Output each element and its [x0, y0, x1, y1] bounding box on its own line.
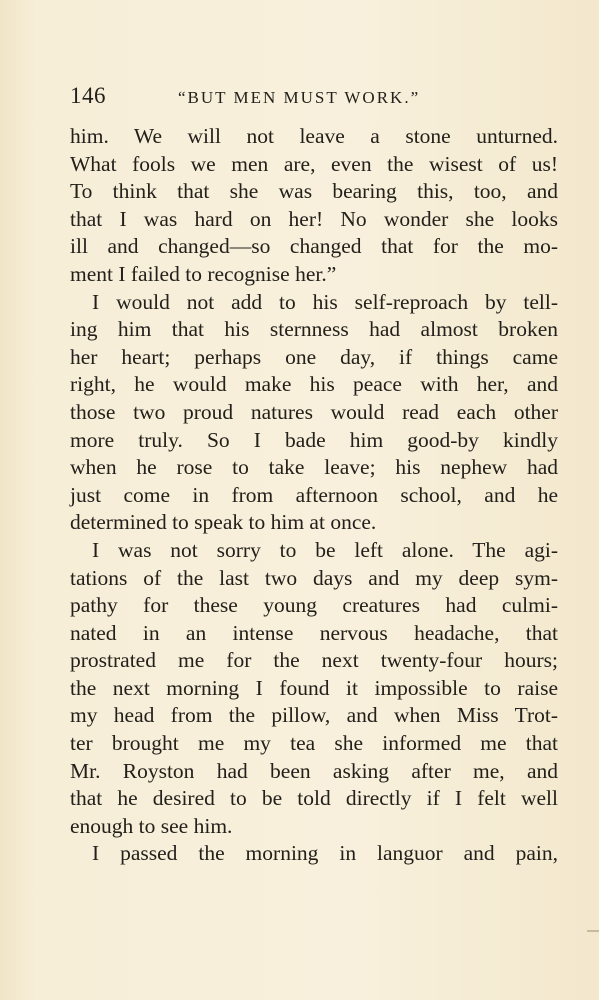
text-line: I passed the morning in languor and pain,	[92, 841, 558, 866]
text-line: Mr. Royston had been asking after me, and	[70, 758, 558, 783]
text-line: that he desired to be told directly if I felt well	[70, 786, 558, 811]
text-line: prostrated me for the next twenty-four hours;	[70, 648, 558, 673]
page-edge-mark	[587, 930, 599, 932]
text-line: I was not sorry to be left alone. The agi-	[92, 537, 558, 562]
text-line: pathy for these young creatures had culmi-	[70, 593, 558, 618]
text-line: ing him that his sternness had almost broken	[70, 317, 558, 342]
text-line: her heart; perhaps one day, if things came	[70, 344, 558, 369]
page-number: 146	[70, 83, 106, 108]
text-line: the next morning I found it impossible to raise	[70, 675, 558, 700]
text-line: more truly. So I bade him good-by kindly	[70, 427, 558, 452]
text-line: him. We will not leave a stone unturned.	[70, 124, 558, 148]
text-line: What fools we men are, even the wisest of us!	[70, 151, 558, 176]
text-line: those two proud natures would read each other	[70, 399, 558, 424]
text-line: just come in from afternoon school, and he	[70, 482, 558, 507]
text-line: ill and changed—so changed that for the mo-	[70, 234, 558, 259]
text-line: I would not add to his self-reproach by tell-	[92, 289, 558, 314]
text-line: tations of the last two days and my deep sym-	[70, 565, 558, 590]
page-header	[70, 83, 560, 111]
text-line: my head from the pillow, and when Miss Trot-	[70, 703, 558, 728]
text-line: ment I failed to recognise her.”	[70, 261, 337, 286]
body-text	[70, 123, 558, 868]
text-line: nated in an intense nervous headache, that	[70, 620, 558, 645]
running-head: “BUT MEN MUST WORK.”	[178, 88, 421, 107]
text-line: that I was hard on her! No wonder she looks	[70, 206, 558, 231]
text-line: when he rose to take leave; his nephew had	[70, 455, 558, 480]
text-line: ter brought me my tea she informed me that	[70, 731, 558, 756]
text-line: enough to see him.	[70, 813, 233, 838]
text-line: right, he would make his peace with her, and	[70, 372, 558, 397]
text-line: To think that she was bearing this, too, and	[70, 179, 558, 204]
text-line: determined to speak to him at once.	[70, 510, 377, 535]
